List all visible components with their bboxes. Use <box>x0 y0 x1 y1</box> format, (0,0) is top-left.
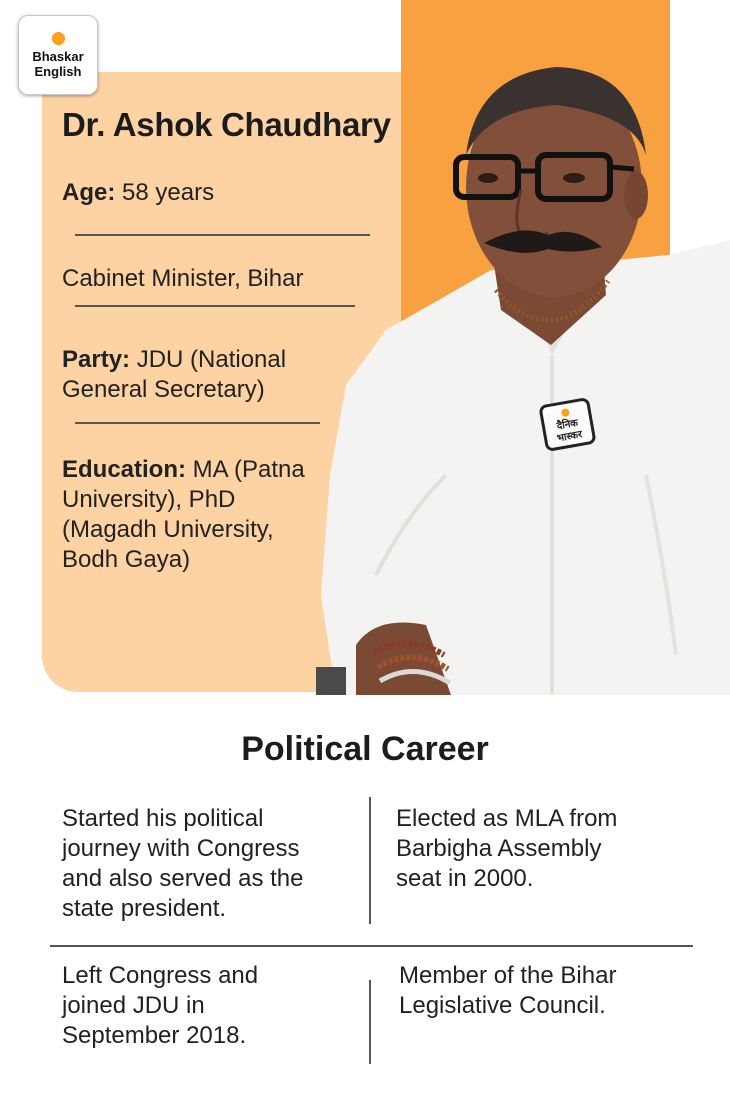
age-value: 58 years <box>115 179 215 206</box>
divider-3 <box>75 422 320 424</box>
profile-name: Dr. Ashok Chaudhary <box>62 106 391 143</box>
career-item-line: Member of the Bihar <box>399 962 617 989</box>
vertical-divider-bottom <box>369 980 371 1064</box>
career-item-line: state president. <box>62 895 227 922</box>
career-item-congress-start <box>62 804 304 924</box>
badge-line1: दैनिक <box>556 417 579 433</box>
party-value-line2: General Secretary) <box>62 376 265 403</box>
career-item-line: Barbigha Assembly <box>396 835 602 862</box>
career-item-line: and also served as the <box>62 865 304 892</box>
party-value-line1: JDU (National <box>130 346 287 373</box>
logo-dot-icon <box>52 32 65 45</box>
career-item-line: Left Congress and <box>62 962 259 989</box>
divider-1 <box>75 234 370 236</box>
career-item-mla-elected <box>396 804 617 894</box>
career-item-line: joined JDU in <box>62 992 205 1019</box>
dainik-bhaskar-mic-badge <box>540 399 595 451</box>
career-item-line: seat in 2000. <box>396 865 534 892</box>
position-text: Cabinet Minister, Bihar <box>62 265 304 292</box>
logo-text: Bhaskar English <box>32 48 84 79</box>
political-career-title: Political Career <box>241 730 489 768</box>
career-item-line: Elected as MLA from <box>396 805 618 832</box>
career-item-joined-jdu <box>62 961 258 1051</box>
education-value-line4: Bodh Gaya) <box>62 546 191 573</box>
divider-2 <box>75 305 355 307</box>
badge-line2: भास्कर <box>556 429 584 445</box>
education-value-line3: (Magadh University, <box>62 516 274 543</box>
person-portrait-illustration <box>316 55 730 695</box>
vertical-divider-top <box>369 797 371 924</box>
career-item-line: Started his political <box>62 805 264 832</box>
age-row <box>62 178 214 208</box>
education-row <box>62 455 305 575</box>
career-item-legislative-council <box>399 961 616 1021</box>
party-label: Party: <box>62 346 131 373</box>
bhaskar-english-logo[interactable] <box>18 15 98 95</box>
education-value-line2: University), PhD <box>62 486 236 513</box>
career-item-line: journey with Congress <box>62 835 300 862</box>
education-value-line1: MA (Patna <box>186 456 305 483</box>
career-item-line: September 2018. <box>62 1022 247 1049</box>
horizontal-divider <box>50 945 693 947</box>
education-label: Education: <box>62 456 186 483</box>
party-row <box>62 345 286 405</box>
career-item-line: Legislative Council. <box>399 992 606 1019</box>
age-label: Age: <box>62 179 116 206</box>
